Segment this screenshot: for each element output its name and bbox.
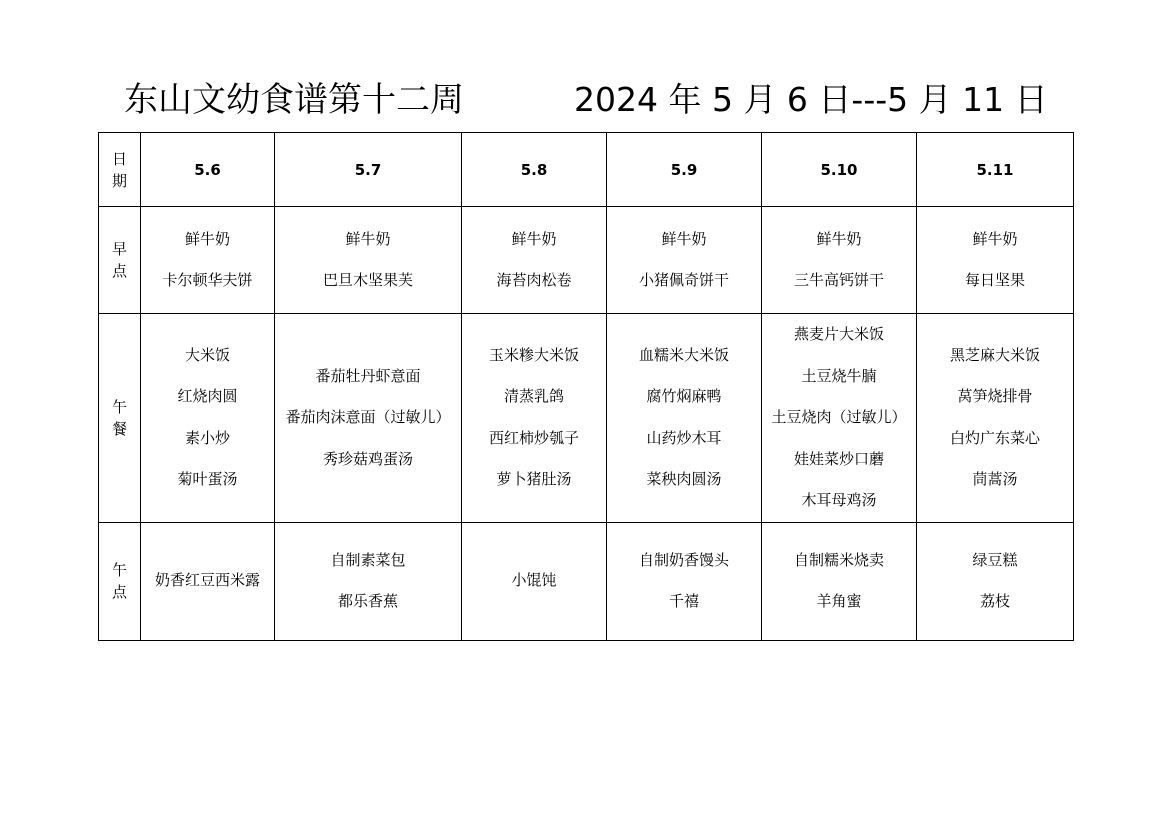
lunch-cell — [917, 314, 1074, 523]
menu-item: 土豆烧牛腩 — [801, 366, 877, 385]
lunch-cell — [141, 314, 275, 523]
menu-item: 三牛高钙饼干 — [793, 271, 884, 289]
menu-item: 西红柿炒瓠子 — [488, 428, 579, 447]
menu-item: 自制糯米烧卖 — [793, 550, 884, 569]
page-header — [124, 76, 1048, 126]
menu-item: 秀珍菇鸡蛋汤 — [322, 449, 413, 468]
snack-row — [99, 522, 1074, 640]
menu-item: 鲜牛奶 — [511, 229, 557, 248]
date-cell: 5.11 — [917, 133, 1074, 207]
menu-item: 黑芝麻大米饭 — [949, 345, 1040, 364]
lunch-cell — [275, 314, 462, 523]
menu-item: 菊叶蛋汤 — [177, 470, 238, 489]
snack-cell — [607, 522, 762, 640]
menu-item: 羊角蜜 — [816, 592, 862, 610]
menu-item: 茼蒿汤 — [972, 470, 1018, 489]
breakfast-cell — [462, 207, 607, 314]
breakfast-cell — [762, 207, 917, 314]
date-row — [99, 133, 1074, 207]
menu-items — [275, 219, 461, 302]
snack-cell — [762, 522, 917, 640]
lunch-row — [99, 314, 1074, 523]
menu-items — [607, 335, 761, 501]
menu-item: 自制奶香馒头 — [638, 550, 729, 569]
menu-item: 鲜牛奶 — [816, 229, 862, 248]
menu-item: 腐竹焖麻鸭 — [646, 387, 722, 406]
menu-item: 菜秧肉圆汤 — [646, 470, 722, 489]
menu-item: 海苔肉松卷 — [496, 271, 572, 289]
row-label-date: 日 期 — [99, 133, 141, 207]
menu-items — [607, 540, 761, 623]
menu-items — [607, 219, 761, 302]
page-title: 东山文幼食谱第十二周 — [124, 80, 464, 120]
menu-item: 小猪佩奇饼干 — [638, 271, 729, 289]
menu-item: 萝卜猪肚汤 — [496, 470, 572, 489]
menu-item: 绿豆糕 — [972, 550, 1018, 569]
menu-items — [762, 314, 916, 522]
breakfast-row — [99, 207, 1074, 314]
menu-item: 荔枝 — [979, 592, 1010, 610]
breakfast-cell — [141, 207, 275, 314]
menu-item: 燕麦片大米饭 — [793, 325, 884, 343]
menu-item: 白灼广东菜心 — [949, 428, 1040, 447]
date-cell: 5.8 — [462, 133, 607, 207]
menu-items — [141, 219, 274, 302]
menu-item: 自制素菜包 — [330, 550, 406, 569]
menu-item: 大米饭 — [184, 345, 230, 364]
menu-item: 鲜牛奶 — [345, 229, 391, 248]
menu-item: 番茄肉沫意面（过敏儿） — [285, 408, 451, 426]
breakfast-cell — [917, 207, 1074, 314]
date-cell: 5.10 — [762, 133, 917, 207]
menu-item: 娃娃菜炒口蘑 — [793, 449, 884, 468]
date-cell: 5.6 — [141, 133, 275, 207]
lunch-cell — [762, 314, 917, 523]
snack-cell — [917, 522, 1074, 640]
menu-items — [917, 219, 1073, 302]
menu-item: 都乐香蕉 — [337, 592, 398, 610]
lunch-cell — [462, 314, 607, 523]
menu-items — [275, 540, 461, 623]
menu-items — [462, 219, 606, 302]
date-cell: 5.9 — [607, 133, 762, 207]
breakfast-cell — [275, 207, 462, 314]
lunch-cell — [607, 314, 762, 523]
menu-item: 巴旦木坚果芙 — [322, 271, 413, 289]
menu-item: 玉米糁大米饭 — [488, 345, 579, 364]
menu-item: 卡尔顿华夫饼 — [162, 271, 253, 289]
menu-table — [98, 132, 1074, 641]
date-range: 2024 年 5 月 6 日---5 月 11 日 — [574, 80, 1048, 119]
date-cell: 5.7 — [275, 133, 462, 207]
menu-item: 奶香红豆西米露 — [154, 571, 260, 590]
menu-items — [141, 560, 274, 602]
menu-item: 鲜牛奶 — [184, 229, 230, 248]
row-label-snack: 午 点 — [99, 522, 141, 640]
row-label-breakfast: 早 点 — [99, 207, 141, 314]
menu-items — [275, 356, 461, 481]
menu-items — [762, 540, 916, 623]
row-label-lunch: 午 餐 — [99, 314, 141, 523]
menu-item: 番茄牡丹虾意面 — [315, 366, 421, 385]
snack-cell — [275, 522, 462, 640]
menu-item: 素小炒 — [184, 428, 230, 447]
menu-items — [462, 335, 606, 501]
menu-item: 木耳母鸡汤 — [801, 491, 877, 509]
menu-items — [462, 560, 606, 602]
menu-item: 土豆烧肉（过敏儿） — [771, 408, 907, 426]
menu-items — [917, 540, 1073, 623]
menu-item: 鲜牛奶 — [661, 229, 707, 248]
menu-items — [762, 219, 916, 302]
menu-item: 莴笋烧排骨 — [957, 387, 1033, 406]
menu-items — [917, 335, 1073, 501]
snack-cell — [141, 522, 275, 640]
menu-item: 血糯米大米饭 — [638, 345, 729, 364]
menu-item: 小馄饨 — [511, 571, 557, 590]
menu-items — [141, 335, 274, 501]
snack-cell — [462, 522, 607, 640]
menu-item: 鲜牛奶 — [972, 229, 1018, 248]
menu-item: 红烧肉圆 — [177, 387, 238, 406]
menu-item: 每日坚果 — [964, 271, 1025, 289]
menu-item: 千禧 — [668, 592, 699, 610]
breakfast-cell — [607, 207, 762, 314]
menu-item: 清蒸乳鸽 — [503, 387, 564, 406]
menu-item: 山药炒木耳 — [646, 428, 722, 447]
